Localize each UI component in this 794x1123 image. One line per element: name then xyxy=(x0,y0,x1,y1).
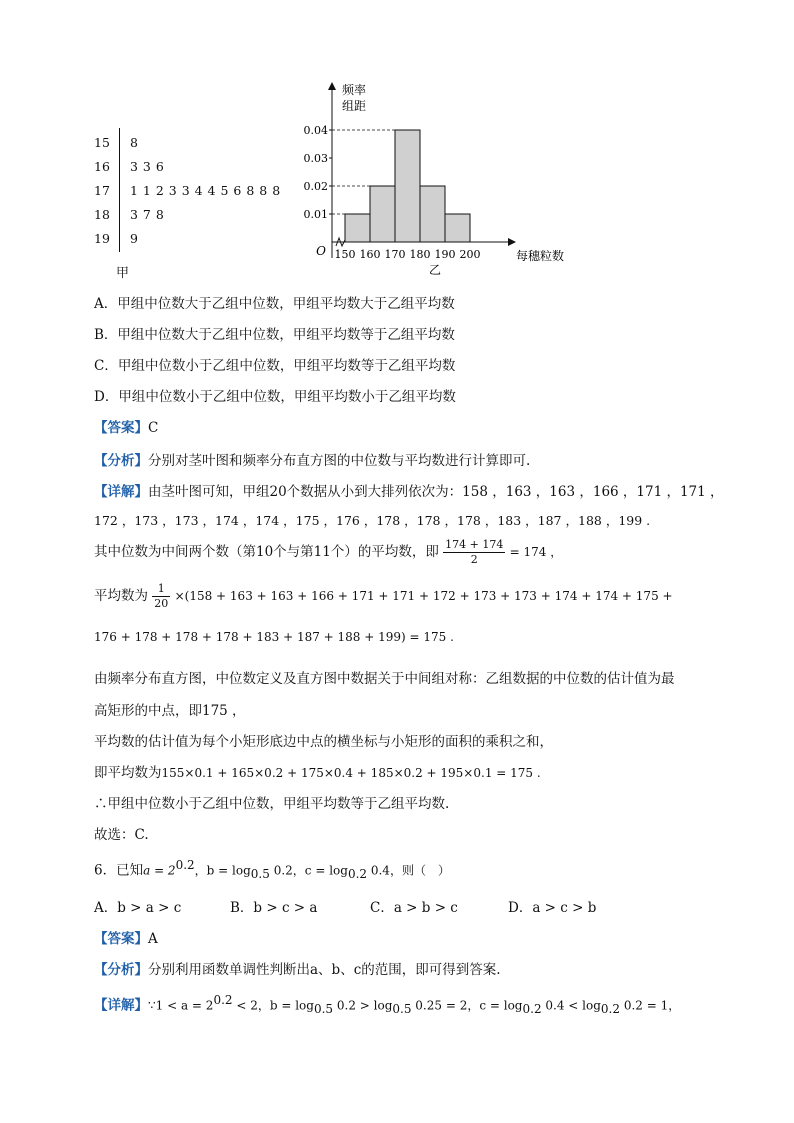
q6-detail: 【详解】∵1 < $a = 2^{0.2} < 2$，$b = \log_{0.5} 0.2 > \log_{0.5} 0.25 = 2$，$c = \log_{0.2} 0.4 < \log_{0.2} 0.2 = 1$， xyxy=(94,993,681,1017)
q6-option-c: C．a > b > c xyxy=(370,900,458,916)
y-label-top: 频率 xyxy=(342,83,367,97)
q5-hist-line: 即平均数为155×0.1 + 165×0.2 + 175×0.4 + 185×0.2 + 195×0.1 = 175 . xyxy=(94,765,541,781)
analysis-tag: 【分析】 xyxy=(94,453,148,469)
histogram-bar xyxy=(370,186,395,242)
option-c: C．甲组中位数小于乙组中位数，甲组平均数等于乙组平均数 xyxy=(94,358,456,374)
q6-analysis: 【分析】分别利用函数单调性判断出a、b、c的范围，即可得到答案. xyxy=(94,962,501,978)
q6-stem: 6．已知$a = 2^{0.2}$，$b = \log_{0.5} 0.2$，$c = \log_{0.2} 0.4$，则（ ） xyxy=(94,858,450,882)
histogram-bar xyxy=(445,214,470,242)
option-d: D．甲组中位数小于乙组中位数，甲组平均数小于乙组平均数 xyxy=(94,389,456,405)
axis-break xyxy=(336,238,345,246)
q5-conclusion: ∴甲组中位数小于乙组中位数，甲组平均数等于乙组平均数. xyxy=(94,796,450,812)
histogram-bar xyxy=(345,214,370,242)
q5-choice: 故选：C. xyxy=(94,827,149,843)
q5-hist-line: 平均数的估计值为每个小矩形底边中点的横坐标与小矩形的面积的乘积之和， xyxy=(94,734,553,750)
x-tick-label: 160 xyxy=(359,248,381,261)
q5-hist-line: 高矩形的中点，即175 ， xyxy=(94,703,246,719)
stem-leaf-row: 18 3 7 8 xyxy=(94,207,165,222)
histogram-bar xyxy=(420,186,445,242)
x-tick-label: 170 xyxy=(384,248,406,261)
origin-label: O xyxy=(316,244,326,258)
detail-tag: 【详解】 xyxy=(94,997,148,1014)
q5-detail-line: 172 ，173 ，173 ，174 ，174 ，175 ，176 ，178 ，178 ，178 ，183 ，187 ，188 ，199 . xyxy=(94,513,651,528)
option-a: A．甲组中位数大于乙组中位数，甲组平均数大于乙组平均数 xyxy=(94,296,455,312)
y-label-bottom: 组距 xyxy=(342,99,367,113)
q6-option-a: A．b > a > c xyxy=(94,900,182,916)
detail-tag: 【详解】 xyxy=(94,484,148,500)
mean-fraction: $\frac{1}{20}$ xyxy=(154,582,169,610)
stem-leaf-row: 15 8 xyxy=(94,135,139,150)
stem-divider xyxy=(119,128,120,252)
histogram-bar xyxy=(395,130,420,242)
y-tick-label: 0.03 xyxy=(303,152,328,165)
y-tick-label: 0.04 xyxy=(303,124,328,137)
stem-leaf-label: 甲 xyxy=(116,266,130,281)
q6-answer: 【答案】A xyxy=(94,931,158,947)
q6-option-b: B．b > c > a xyxy=(230,900,318,916)
analysis-tag: 【分析】 xyxy=(94,962,148,978)
q5-mean-line: 176 + 178 + 178 + 178 + 183 + 187 + 188 + 199) = 175 . xyxy=(94,630,454,644)
option-b: B．甲组中位数大于乙组中位数，甲组平均数等于乙组平均数 xyxy=(94,327,455,343)
y-tick-label: 0.01 xyxy=(303,208,328,221)
x-tick-label: 200 xyxy=(459,248,481,261)
median-fraction: $\frac{174 + 174}{2}$ xyxy=(445,538,504,566)
stem-leaf-row: 17 1 1 2 3 3 4 4 5 6 8 8 8 xyxy=(94,183,281,198)
x-tick-label: 180 xyxy=(409,248,431,261)
histogram-chart xyxy=(300,80,600,280)
q5-answer: 【答案】C xyxy=(94,420,159,436)
q6-option-d: D．a > c > b xyxy=(508,900,597,916)
q5-detail-line: 【详解】由茎叶图可知，甲组20个数据从小到大排列依次为：158 ，163 ，163 ，166 ，171 ，171 ， xyxy=(94,484,724,500)
stem-leaf-row: 19 9 xyxy=(94,231,139,246)
q5-mean-line: 平均数为 $\frac{1}{20}$ ×(158 + 163 + 163 + 166 + 171 + 171 + 172 + 173 + 173 + 174 + 174 + 175 + xyxy=(94,582,673,610)
q5-analysis: 【分析】分别对茎叶图和频率分布直方图的中位数与平均数进行计算即可. xyxy=(94,453,531,469)
q5-median-line: 其中位数为中间两个数（第10个与第11个）的平均数，即 $\frac{174 + 174}{2}$ = 174 ， xyxy=(94,538,563,566)
q5-hist-line: 由频率分布直方图，中位数定义及直方图中数据关于中间组对称：乙组数据的中位数的估计值为最 xyxy=(94,671,675,687)
answer-tag: 【答案】 xyxy=(94,420,148,436)
stem-leaf-row: 16 3 3 6 xyxy=(94,159,165,174)
x-tick-label: 150 xyxy=(334,248,356,261)
answer-tag: 【答案】 xyxy=(94,931,148,947)
y-tick-label: 0.02 xyxy=(303,180,328,193)
x-tick-label: 190 xyxy=(434,248,456,261)
chart-caption: 乙 xyxy=(428,263,442,277)
x-axis-label: 每穗粒数 xyxy=(516,249,565,263)
